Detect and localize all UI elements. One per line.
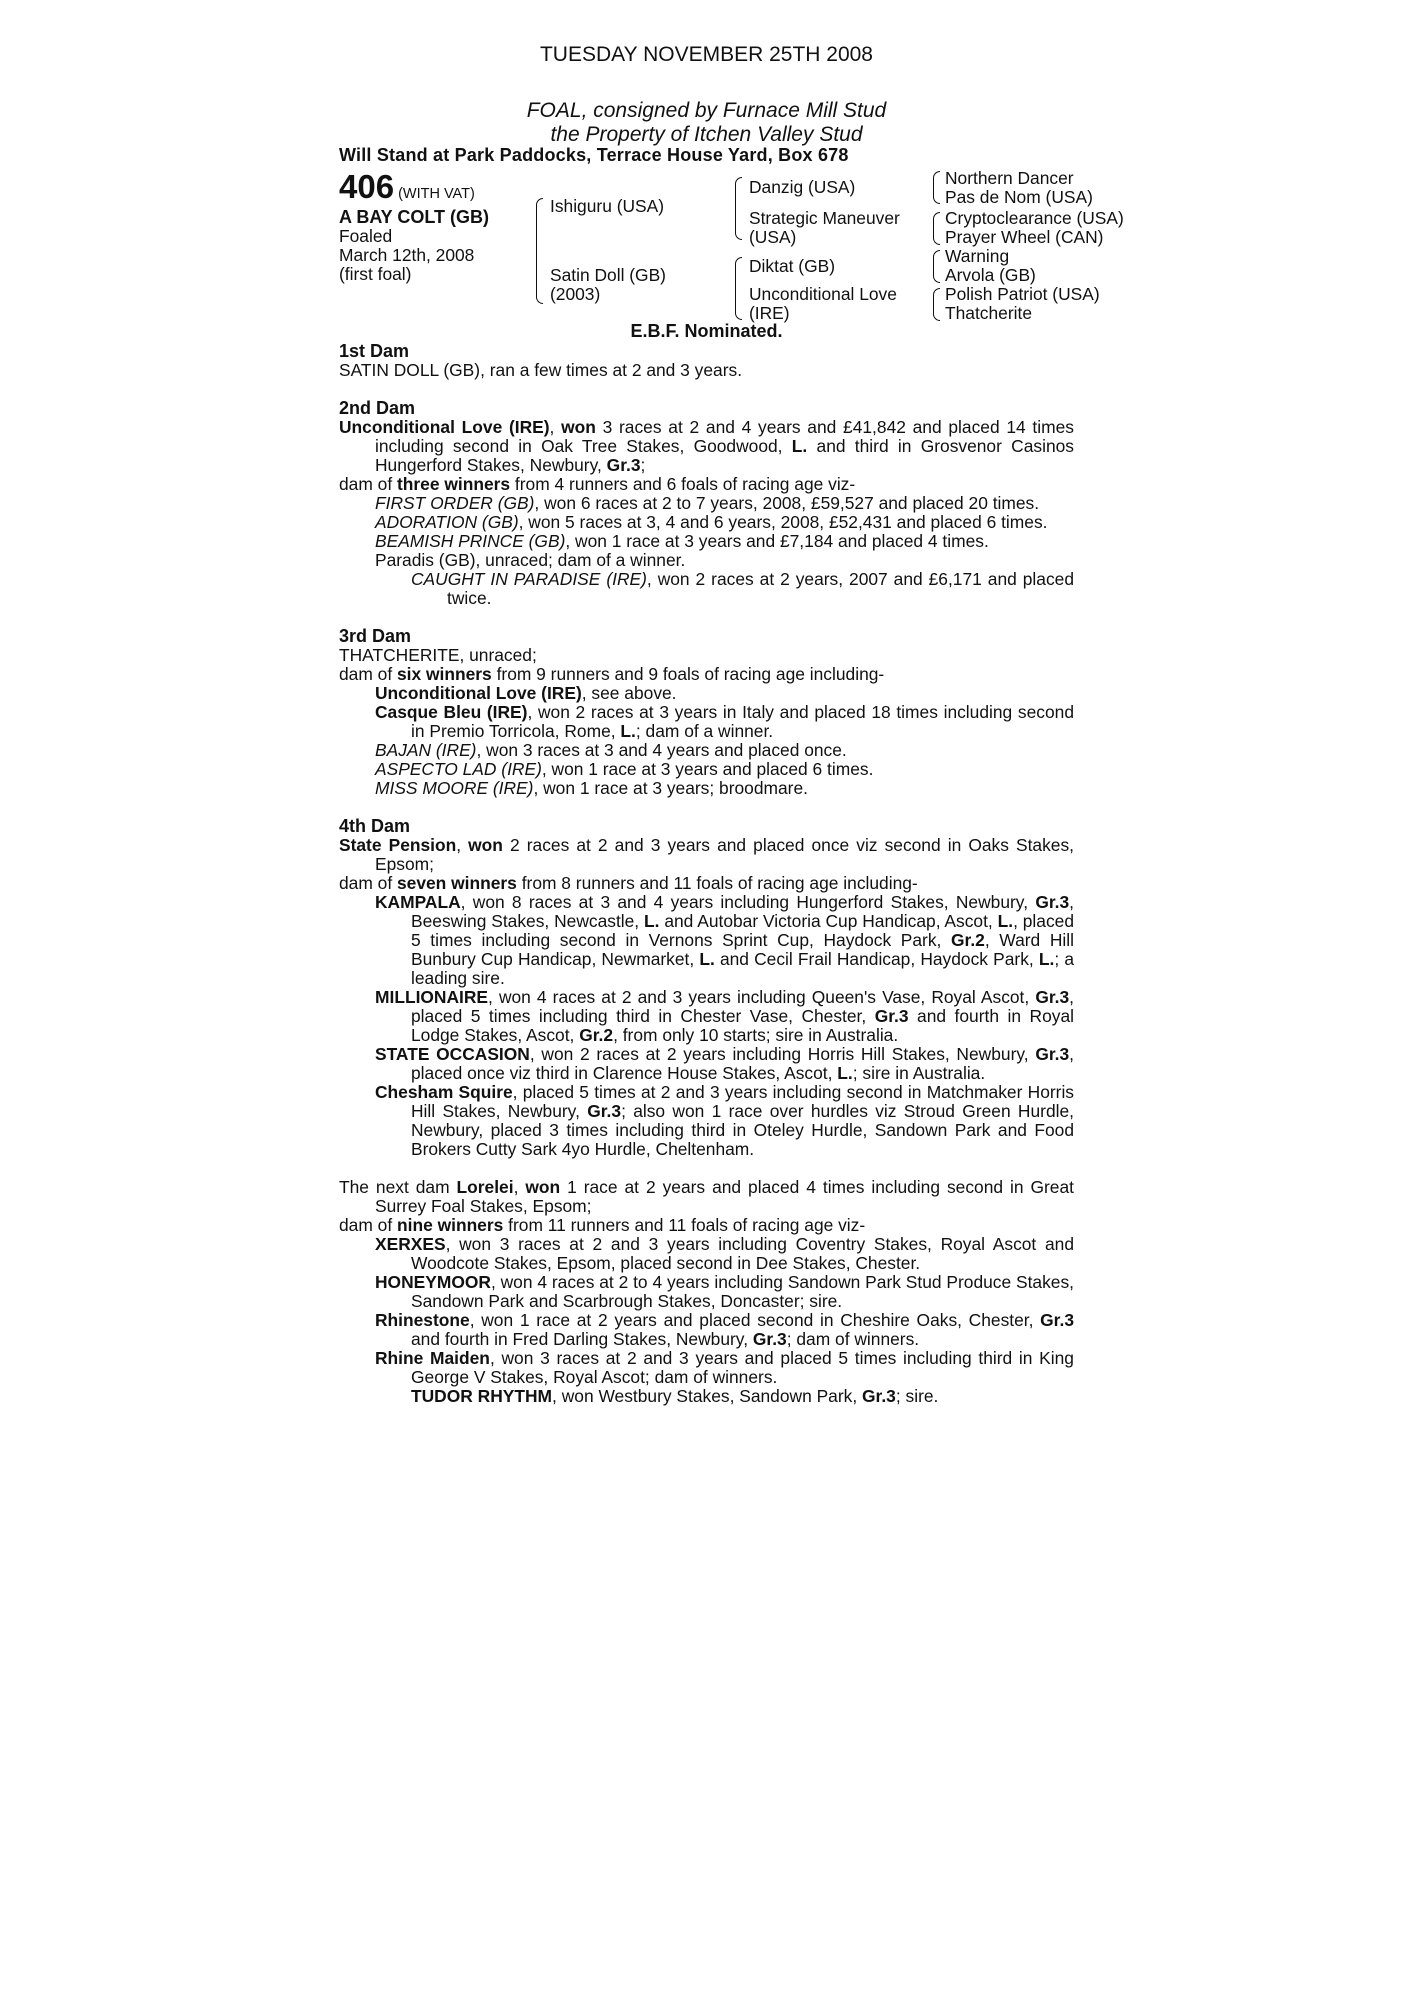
fourth-dam-heading: 4th Dam (339, 816, 411, 836)
text: and fourth in Fred Darling Stakes, Newbury, (411, 1329, 753, 1349)
text: , placed 5 times including third in Chester Vase, Chester, (411, 987, 1074, 1026)
text: ; dam of winners. (786, 1329, 920, 1349)
group: Gr.3 (862, 1386, 896, 1406)
lot-number-row (339, 169, 475, 205)
progeny (339, 1349, 1074, 1387)
second-dam-record: Unconditional Love (IRE), won 3 races at 2 and 4 years and £41,842 and placed 14 times including second in Oak Tree Stakes, Goodwood, L. and third in Grosvenor Casinos Hungerford Stakes, Newbury, Gr.3; (339, 417, 1074, 475)
ped-dds-name: Polish Patriot (USA) (945, 284, 1100, 304)
text: , won 4 races at 2 to 4 years including Sandown Park Stud Produce Stakes, Sandown Park and Scarbrough Stakes, Doncaster; sire. (411, 1272, 1074, 1311)
text: and Cecil Frail Handicap, Haydock Park, (714, 949, 1039, 969)
progeny (339, 741, 1074, 760)
text: , won 6 races at 2 to 7 years, 2008, £59,527 and placed 20 times. (534, 493, 1040, 513)
ped-dd (945, 285, 1100, 323)
text: dam of (339, 873, 397, 893)
text: , won 5 races at 3, 4 and 6 years, 2008, £52,431 and placed 6 times. (518, 512, 1048, 532)
listed: L. (837, 1063, 853, 1083)
progeny (339, 893, 1074, 988)
produce-record (339, 342, 1074, 1406)
dam-name: Satin Doll (GB) (550, 265, 666, 285)
progeny (339, 1083, 1074, 1159)
consignment (0, 99, 1413, 147)
progeny: Paradis (GB), unraced; dam of a winner. (375, 550, 686, 570)
text: , Ward Hill Bunbury Cup Handicap, Newmarket, (411, 930, 1074, 969)
progeny (339, 760, 1074, 779)
text: from 9 runners and 9 foals of racing age including- (491, 664, 885, 684)
vat-note: (WITH VAT) (398, 186, 475, 202)
sire: Ishiguru (USA) (550, 196, 665, 216)
progeny-name: ADORATION (GB) (375, 512, 519, 532)
progeny (339, 1235, 1074, 1273)
text: , placed 5 times at 2 and 3 years including second in Matchmaker Horris Hill Stakes, Newbury, (411, 1082, 1075, 1121)
text: ; (640, 455, 646, 475)
winners: three winners (397, 474, 511, 494)
text: ; sire. (895, 1386, 939, 1406)
sire-dam (749, 209, 900, 247)
ped-sds-name: Cryptoclearance (USA) (945, 208, 1124, 228)
text: and Autobar Victoria Cup Handicap, Ascot, (659, 911, 998, 931)
group: Gr.3 (587, 1101, 622, 1121)
text: from 4 runners and 6 foals of racing age viz- (510, 474, 856, 494)
progeny-name: ASPECTO LAD (IRE) (375, 759, 542, 779)
progeny-name: Rhine Maiden (375, 1348, 490, 1368)
progeny-name: CAUGHT IN PARADISE (IRE) (411, 569, 647, 589)
text: 1 race at 2 years and placed 4 times including second in Great Surrey Foal Stakes, Epsom; (375, 1177, 1074, 1216)
progeny (339, 494, 1074, 513)
fourth-dam-record: State Pension, won 2 races at 2 and 3 years and placed once viz second in Oaks Stakes, Epsom; (339, 835, 1074, 874)
progeny-name: XERXES (375, 1234, 446, 1254)
group: Gr.3 (874, 1006, 909, 1026)
text: , placed once viz third in Clarence House Stakes, Ascot, (411, 1044, 1074, 1083)
group: Gr.2 (579, 1025, 614, 1045)
won: won (561, 417, 596, 437)
fourth-dam-produce (339, 874, 1074, 893)
third-dam-record: THATCHERITE, unraced; (339, 645, 537, 665)
sale-date: TUESDAY NOVEMBER 25TH 2008 (539, 43, 873, 66)
progeny-name: Rhinestone (375, 1310, 470, 1330)
third-dam-produce (339, 665, 1074, 684)
text: dam of (339, 664, 397, 684)
progeny (339, 684, 1074, 703)
text: from 11 runners and 11 foals of racing age viz- (503, 1215, 866, 1235)
dam-year: (2003) (550, 284, 601, 304)
progeny-name: MILLIONAIRE (375, 987, 489, 1007)
listed: L. (620, 721, 636, 741)
progeny (339, 703, 1074, 741)
listed: L. (791, 436, 808, 456)
group: Gr.3 (1035, 892, 1070, 912)
ped-sss (945, 169, 1093, 207)
ss-brace (933, 171, 940, 204)
text: ; sire in Australia. (852, 1063, 986, 1083)
progeny (339, 1273, 1074, 1311)
winners: six winners (397, 664, 492, 684)
dam-name: Unconditional Love (IRE) (339, 417, 550, 437)
next-dam-record: The next dam Lorelei, won 1 race at 2 years and placed 4 times including second in Great Surrey Foal Stakes, Epsom; (339, 1177, 1074, 1216)
dam-name: State Pension (339, 835, 457, 855)
progeny (339, 1045, 1074, 1083)
foaled-date: March 12th, 2008 (339, 245, 475, 265)
group: Gr.3 (752, 1329, 787, 1349)
ped-ssd-name: Pas de Nom (USA) (945, 187, 1093, 207)
foaled-label: Foaled (339, 226, 393, 246)
text: , won 2 races at 3 years in Italy and placed 18 times including second in Premio Torricola, Rome, (411, 702, 1074, 741)
dd-brace (933, 288, 940, 321)
sire-line-brace (735, 177, 742, 240)
ped-sd (945, 209, 1124, 247)
ebf-nominated: E.B.F. Nominated. (630, 321, 783, 341)
dam (550, 266, 666, 304)
listed: L. (699, 949, 715, 969)
ped-ds (945, 247, 1036, 285)
group: Gr.3 (1035, 1044, 1070, 1064)
progeny-name: KAMPALA (375, 892, 461, 912)
first-dam-heading: 1st Dam (339, 341, 410, 361)
dam-dam (749, 285, 897, 323)
group: Gr.3 (1040, 1310, 1074, 1330)
progeny-name: MISS MOORE (IRE) (375, 778, 534, 798)
text: 3 races at 2 and 4 years and £41,842 and placed 14 times including second in Oak Tree Stakes, Goodwood, (375, 417, 1074, 456)
listed: L. (1038, 949, 1055, 969)
winners: seven winners (397, 873, 517, 893)
progeny-name: BEAMISH PRINCE (GB) (375, 531, 566, 551)
group: Gr.3 (606, 455, 641, 475)
pedigree-brace (536, 198, 543, 304)
dam-sire: Diktat (GB) (749, 256, 835, 276)
ped-ddd-name: Thatcherite (945, 303, 1032, 323)
dam-dam-country: (IRE) (749, 303, 790, 323)
text: The next dam (339, 1177, 457, 1197)
progeny-name: Chesham Squire (375, 1082, 513, 1102)
text: , won 3 races at 2 and 3 years and placed 5 times including third in King George V Stakes, Royal Ascot; dam of winners. (411, 1348, 1074, 1387)
text: , from only 10 starts; sire in Australia. (613, 1025, 899, 1045)
sire-dam-country: (USA) (749, 227, 797, 247)
text: , won 8 races at 3 and 4 years including Hungerford Stakes, Newbury, (460, 892, 1036, 912)
next-dam-produce (339, 1216, 1074, 1235)
dam-dam-name: Unconditional Love (749, 284, 897, 304)
progeny-name: FIRST ORDER (GB) (375, 493, 535, 513)
second-dam-produce (339, 475, 1074, 494)
won: won (525, 1177, 561, 1197)
progeny-name: Casque Bleu (IRE) (375, 702, 528, 722)
progeny-name: HONEYMOOR (375, 1272, 491, 1292)
text: ; also won 1 race over hurdles viz Stroud Green Hurdle, Newbury, placed 3 times including third in Oteley Hurdle, Sandown Park and Food Brokers Cutty Sark 4yo Hurdle, Cheltenham. (411, 1101, 1074, 1159)
grand-progeny (339, 570, 1074, 608)
text: from 8 runners and 11 foals of racing age including- (516, 873, 918, 893)
sire-sire: Danzig (USA) (749, 177, 856, 197)
grand-progeny (339, 1387, 1074, 1406)
ped-dsd-name: Arvola (GB) (945, 265, 1036, 285)
progeny (339, 988, 1074, 1045)
listed: L. (997, 911, 1014, 931)
text: and fourth in Royal Lodge Stakes, Ascot, (411, 1006, 1074, 1045)
progeny (339, 779, 1074, 798)
text: , won 1 race at 3 years and £7,184 and placed 4 times. (565, 531, 989, 551)
text: and third in Grosvenor Casinos Hungerford Stakes, Newbury, (375, 436, 1074, 475)
stand-location: Will Stand at Park Paddocks, Terrace House Yard, Box 678 (339, 145, 849, 165)
text: , won 3 races at 3 and 4 years and placed once. (476, 740, 847, 760)
ds-brace (933, 250, 940, 283)
group: Gr.2 (951, 930, 985, 950)
group: Gr.3 (1035, 987, 1070, 1007)
dam-line-brace (735, 257, 742, 320)
text: ; dam of a winner. (635, 721, 774, 741)
horse-details (339, 208, 489, 284)
winners: nine winners (397, 1215, 504, 1235)
third-dam-heading: 3rd Dam (339, 626, 412, 646)
text: ; a leading sire. (411, 949, 1074, 988)
progeny-name: Unconditional Love (IRE) (375, 683, 582, 703)
progeny (339, 1311, 1074, 1349)
ped-sdd-name: Prayer Wheel (CAN) (945, 227, 1104, 247)
sd-brace (933, 212, 940, 245)
property-line: the Property of Itchen Valley Stud (550, 123, 863, 146)
text: , won 2 races at 2 years, 2007 and £6,171 and placed twice. (447, 569, 1074, 608)
lot-number: 406 (339, 168, 395, 205)
consignor-line: FOAL, consigned by Furnace Mill Stud (526, 99, 887, 122)
dam-name: Lorelei (456, 1177, 514, 1197)
text: 2 races at 2 and 3 years and placed once viz second in Oaks Stakes, Epsom; (375, 835, 1074, 874)
progeny-name: BAJAN (IRE) (375, 740, 477, 760)
text: , won 1 race at 3 years and placed 6 times. (541, 759, 874, 779)
text: , Beeswing Stakes, Newcastle, (411, 892, 1074, 931)
text: , won 4 races at 2 and 3 years including Queen's Vase, Royal Ascot, (488, 987, 1036, 1007)
ped-dss-name: Warning (945, 246, 1010, 266)
text: , see above. (581, 683, 677, 703)
horse-name: A BAY COLT (GB) (339, 207, 490, 227)
progeny-name: TUDOR RHYTHM (411, 1386, 553, 1406)
second-dam-heading: 2nd Dam (339, 398, 416, 418)
progeny-name: STATE OCCASION (375, 1044, 530, 1064)
ped-sss-name: Northern Dancer (945, 168, 1074, 188)
listed: L. (644, 911, 660, 931)
text: dam of (339, 474, 397, 494)
won: won (468, 835, 503, 855)
foal-note: (first foal) (339, 264, 412, 284)
progeny (339, 532, 1074, 551)
text: , won Westbury Stakes, Sandown Park, (552, 1386, 863, 1406)
text: , placed 5 times including second in Vernons Sprint Cup, Haydock Park, (411, 911, 1075, 950)
text: , won 2 races at 2 years including Horris Hill Stakes, Newbury, (529, 1044, 1036, 1064)
progeny (339, 513, 1074, 532)
text: dam of (339, 1215, 397, 1235)
text: , won 1 race at 2 years and placed second in Cheshire Oaks, Chester, (469, 1310, 1041, 1330)
text: , won 3 races at 2 and 3 years including Coventry Stakes, Royal Ascot and Woodcote Stakes, Epsom, placed second in Dee Stakes, Chester. (411, 1234, 1074, 1273)
sire-dam-name: Strategic Maneuver (749, 208, 900, 228)
first-dam-text: SATIN DOLL (GB), ran a few times at 2 and 3 years. (339, 360, 743, 380)
text: , won 1 race at 3 years; broodmare. (533, 778, 808, 798)
